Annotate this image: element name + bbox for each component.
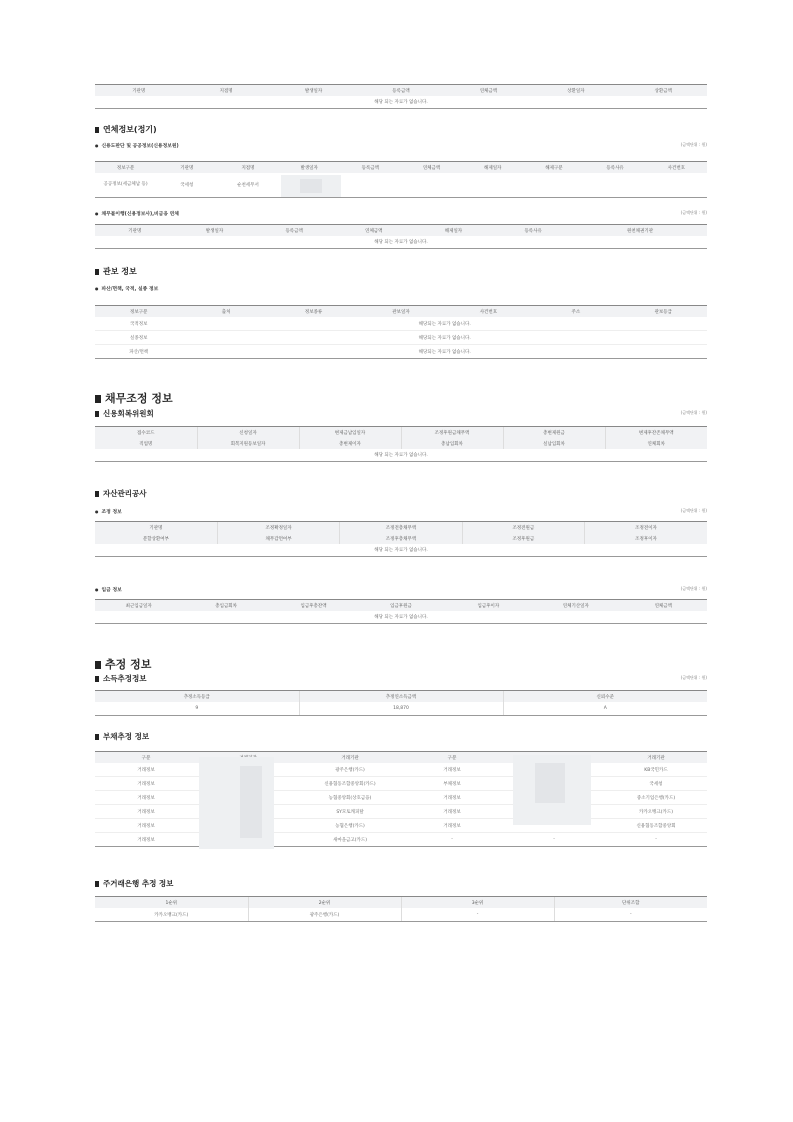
col-header: 지점명 — [217, 162, 278, 174]
col-header: 입금후총잔액 — [270, 600, 357, 612]
subsection-title: ● 파산/면책, 국적, 실종 정보 — [95, 285, 707, 292]
subsection-title-liability: 부채추정 정보 — [95, 731, 707, 742]
table-row — [95, 833, 707, 847]
col-header: 구분 — [95, 752, 197, 764]
table-cell: - — [401, 908, 554, 922]
table-cell: 광주은행(카드) — [299, 763, 401, 777]
redacted-block — [199, 757, 274, 849]
col-header: 신뢰수준 — [503, 691, 707, 703]
col-header: 총입금회차 — [182, 600, 269, 612]
unit-label: (금액단위 : 원) — [680, 410, 707, 415]
col-header: 정보종류 — [270, 306, 357, 318]
table-cell — [462, 173, 523, 198]
col-header: 연체금액 — [401, 162, 462, 174]
col-header: 연체회차 — [605, 438, 707, 449]
redacted-block — [535, 763, 565, 803]
col-header: 조정전총채무액 — [340, 522, 462, 534]
table-cell: 중소기업은행(카드) — [605, 791, 707, 805]
col-header: 2순위 — [248, 897, 401, 909]
table-cell: - — [503, 833, 605, 847]
income-table — [95, 690, 707, 716]
col-header: 회복지원등보일자 — [197, 438, 299, 449]
col-header: 실납입회차 — [503, 438, 605, 449]
col-header: 거래기관 — [299, 752, 401, 764]
col-header: 정보구분 — [95, 306, 182, 318]
col-header: 총변제이자 — [299, 438, 401, 449]
table-cell: 새마을금고(카드) — [299, 833, 401, 847]
section-title-debt: 채무조정 정보 — [95, 390, 707, 406]
unit-label: (금액단위 : 원) — [680, 210, 707, 215]
redacted-block — [300, 179, 322, 193]
col-header: 거래기관 — [605, 752, 707, 764]
table-cell: 농협은행(카드) — [299, 819, 401, 833]
table-cell: 거래정보 — [401, 819, 503, 833]
table-cell: 파산/면책 — [95, 345, 182, 359]
col-header: 기관명 — [95, 85, 182, 97]
table-cell: 카카오뱅크(카드) — [95, 908, 248, 922]
empty-message: 해당되는 자료가 없습니다. — [182, 317, 707, 331]
table-cell: 국세청 — [156, 173, 217, 198]
col-header: 추정소득등급 — [95, 691, 299, 703]
table-cell: - — [554, 908, 707, 922]
subsection-title: ● 채무불이행(신용정보사),비금융 연체 — [95, 210, 707, 217]
table-cell: 국세청 — [605, 777, 707, 791]
subsection-title: ● 조정 정보 — [95, 508, 707, 515]
col-header: 등록금액 — [357, 85, 444, 97]
unit-label: (금액단위 : 원) — [680, 142, 707, 147]
table-row — [95, 763, 707, 777]
unit-label: (금액단위 : 원) — [680, 675, 707, 680]
col-header: 기관명 — [95, 225, 175, 237]
table-cell: 거래정보 — [95, 819, 197, 833]
table-cell: 거래정보 — [95, 791, 197, 805]
table-row — [95, 317, 707, 331]
table-cell: 거래정보 — [401, 805, 503, 819]
col-header: 총납입회차 — [401, 438, 503, 449]
repayment-table — [95, 84, 707, 109]
empty-message: 해당 되는 자료가 없습니다. — [95, 449, 707, 462]
empty-message: 해당 되는 자료가 없습니다. — [95, 236, 707, 249]
col-header: 총변제원금 — [503, 427, 605, 439]
col-header: 지점명 — [182, 85, 269, 97]
table-cell: 9 — [95, 702, 299, 716]
col-header: 기관명 — [156, 162, 217, 174]
subsection-title: ● 신용도판단 및 공공정보(신용정보원) — [95, 142, 707, 149]
col-header: 채무감면여부 — [217, 533, 339, 544]
col-header: 등록금액 — [340, 162, 401, 174]
table-cell: 거래정보 — [95, 777, 197, 791]
col-header: 단위조합 — [554, 897, 707, 909]
col-header: 상환일자 — [532, 85, 619, 97]
empty-message: 해당되는 자료가 없습니다. — [182, 345, 707, 359]
table-cell: 순천세무서 — [217, 173, 278, 198]
col-header: 조정후원금 — [462, 533, 584, 544]
table-row — [95, 791, 707, 805]
table-cell: - — [605, 833, 707, 847]
subsection-title-mainbank: 주거래은행 추정 정보 — [95, 878, 707, 889]
unit-label: (금액단위 : 원) — [680, 508, 707, 513]
table-cell: 농협중앙회(상호금융) — [299, 791, 401, 805]
section-title-overdue: 연체정보(정기) — [95, 124, 707, 135]
col-header: 1순위 — [95, 897, 248, 909]
table-cell: 신용협동조합중앙회 — [605, 819, 707, 833]
col-header: 정보구분 — [95, 162, 156, 174]
table-cell: 카카오뱅크(카드) — [605, 805, 707, 819]
col-header: 발생일자 — [270, 85, 357, 97]
table-cell: 실종정보 — [95, 331, 182, 345]
col-header: 입금후이자 — [445, 600, 532, 612]
subsection-title-ccrs: 신용회복위원회 — [95, 408, 707, 419]
redacted-block — [240, 766, 262, 838]
col-header: 원천채권기관 — [573, 225, 707, 237]
col-header: 상환금액 — [620, 85, 707, 97]
section-title-estimate: 추정 정보 — [95, 656, 707, 672]
table-cell: 거래정보 — [95, 805, 197, 819]
col-header: 발생일자 — [279, 162, 340, 174]
section-title-court: 관보 정보 — [95, 266, 707, 277]
table-cell: - — [401, 833, 503, 847]
col-header: 추정연소득금액 — [299, 691, 503, 703]
col-header: 해제일자 — [462, 162, 523, 174]
subsection-title-kamco: 자산관리공사 — [95, 488, 707, 499]
table-cell: 국적정보 — [95, 317, 182, 331]
col-header: 등록사유 — [493, 225, 573, 237]
table-cell: KB국민카드 — [605, 763, 707, 777]
kamco-deposit-table — [95, 599, 707, 624]
col-header: 최근입금일자 — [95, 600, 182, 612]
mainbank-table — [95, 896, 707, 922]
table-cell — [523, 173, 584, 198]
col-header: 조정전원금 — [462, 522, 584, 534]
col-header: 변제후잔존채무액 — [605, 427, 707, 439]
col-header: 조정전이자 — [585, 522, 707, 534]
subsection-title: ● 입금 정보 — [95, 586, 707, 593]
col-header: 해제구분 — [523, 162, 584, 174]
kamco-adjust-table — [95, 521, 707, 557]
col-header: 해제일자 — [414, 225, 494, 237]
col-header: 사건번호 — [646, 162, 707, 174]
col-header: 3순위 — [401, 897, 554, 909]
col-header: 입금후원금 — [357, 600, 444, 612]
table-row — [95, 805, 707, 819]
col-header: 접수코드 — [95, 427, 197, 439]
court-table — [95, 305, 707, 359]
public-info-table — [95, 161, 707, 198]
table-cell: 거래정보 — [401, 791, 503, 805]
table-cell: 광주은행(카드) — [248, 908, 401, 922]
table-cell: 거래정보 — [95, 763, 197, 777]
table-cell: 18,870 — [299, 702, 503, 716]
col-header: 분할상환여부 — [95, 533, 217, 544]
col-header: 조정후총채무액 — [340, 533, 462, 544]
empty-message: 해당 되는 자료가 없습니다. — [95, 96, 707, 109]
subsection-title-income: 소득추정정보 — [95, 673, 707, 684]
col-header: 등록금액 — [254, 225, 334, 237]
col-header: 기관명 — [95, 522, 217, 534]
table-cell — [340, 173, 401, 198]
col-header: 조정후이자 — [585, 533, 707, 544]
col-header: 변제금납입일자 — [299, 427, 401, 439]
table-cell: 신용협동조합중앙회(카드) — [299, 777, 401, 791]
col-header: 신청일자 — [197, 427, 299, 439]
liability-table — [95, 751, 707, 847]
table-row — [95, 331, 707, 345]
table-row — [95, 345, 707, 359]
unit-label: (금액단위 : 원) — [680, 586, 707, 591]
table-cell — [646, 173, 707, 198]
col-header: 조정후원금채무액 — [401, 427, 503, 439]
table-cell: 거래정보 — [95, 833, 197, 847]
empty-message: 해당 되는 자료가 없습니다. — [95, 611, 707, 624]
col-header: 직업명 — [95, 438, 197, 449]
col-header: 등록사유 — [585, 162, 646, 174]
col-header: 구분 — [401, 752, 503, 764]
table-cell — [585, 173, 646, 198]
table-cell — [401, 173, 462, 198]
table-row — [95, 819, 707, 833]
col-header: 연체금액 — [620, 600, 707, 612]
default-table — [95, 224, 707, 249]
table-cell: SY모토캐피탈 — [299, 805, 401, 819]
col-header: 관보일자 — [357, 306, 444, 318]
table-cell: 부채정보 — [401, 777, 503, 791]
col-header: 연체기산일자 — [532, 600, 619, 612]
table-row — [95, 777, 707, 791]
table-cell: 공공정보(세금체납 등) — [95, 173, 156, 198]
col-header: 관보등급 — [620, 306, 707, 318]
table-cell: 거래정보 — [401, 763, 503, 777]
col-header: 사건번호 — [445, 306, 532, 318]
col-header: 발생일자 — [175, 225, 255, 237]
col-header: 출처 — [182, 306, 269, 318]
empty-message: 해당되는 자료가 없습니다. — [182, 331, 707, 345]
ccrs-table — [95, 426, 707, 462]
table-cell: A — [503, 702, 707, 716]
col-header: 연체금액 — [334, 225, 414, 237]
col-header: 연체금액 — [445, 85, 532, 97]
col-header: 조정확정일자 — [217, 522, 339, 534]
empty-message: 해당 되는 자료가 없습니다. — [95, 544, 707, 557]
col-header: 주소 — [532, 306, 619, 318]
